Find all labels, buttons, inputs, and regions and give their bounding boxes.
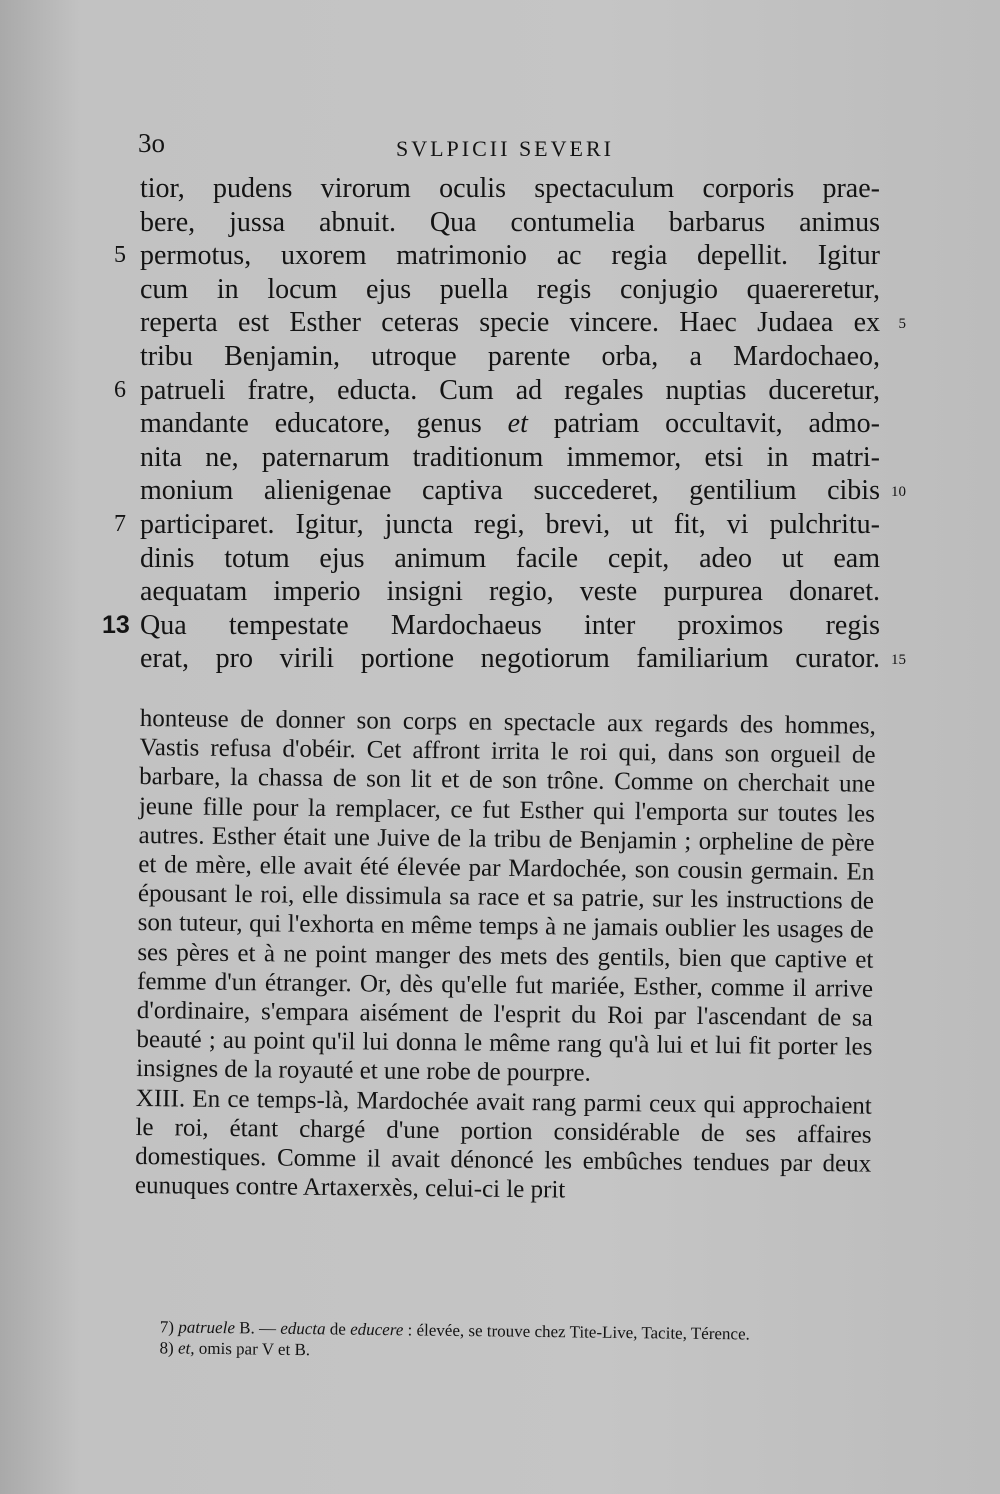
verse-number: 7 bbox=[114, 510, 126, 537]
latin-line bbox=[140, 172, 880, 206]
footnote-italic: educere bbox=[350, 1319, 404, 1340]
latin-line-text: participaret. Igitur, juncta regi, brevi, ut fit, vi pulchritu- bbox=[140, 508, 880, 540]
french-translation bbox=[135, 704, 876, 1208]
latin-line bbox=[140, 273, 880, 307]
footnote-italic: educta bbox=[280, 1318, 326, 1339]
latin-line bbox=[140, 474, 906, 508]
latin-line bbox=[140, 407, 880, 441]
latin-line bbox=[140, 642, 906, 676]
french-paragraph: honteuse de donner son corps en spectacle aux regards des hommes, Vastis refusa d'obéir. Cet affront irrita le roi qui, dans son orgueil de barbare, la chassa de son lit et de son trône. Comme on cherchait une jeune fille pour la remplacer, ce fut Esther qui l'emporta sur toutes les autres. Esther était une Juive de la tribu de Benjamin ; orpheline de père et de mère, elle avait été élevée par Mardochée, son cousin germain. En épousant le roi, elle dissimula sa race et sa patrie, sur les instructions de son tuteur, qui l'exhorta en même temps à ne jamais oublier les usages de ses pères et à ne point manger des mets des gentils, bien que captive et femme d'un étranger. Or, dès qu'elle fut mariée, Esther, comme il arrive d'ordinaire, s'empara aisément de l'esprit du Roi par l'ascendant de sa beauté ; au point qu'il lui donna le même rang qu'à lui et lui fit porter les insignes de la royauté et une robe de pourpre. bbox=[136, 704, 876, 1088]
footnote-text: B. — bbox=[239, 1318, 277, 1338]
latin-line-text: aequatam imperio insigni regio, veste purpurea donaret. bbox=[140, 576, 880, 608]
footnote-text: omis par V et B. bbox=[198, 1338, 311, 1360]
page-number: 3o bbox=[138, 128, 165, 158]
latin-line bbox=[140, 575, 880, 609]
latin-line-text: reperta est Esther ceteras specie vincere. Haec Judaea ex bbox=[140, 307, 880, 339]
latin-line-text: bere, jussa abnuit. Qua contumelia barbarus animus bbox=[140, 206, 880, 238]
latin-line-text: erat, pro virili portione negotiorum familiarium curator. bbox=[140, 643, 880, 675]
latin-line-text: tior, pudens virorum oculis spectaculum corporis prae- bbox=[140, 173, 880, 204]
french-paragraph: XIII. En ce temps-là, Mardochée avait rang parmi ceux qui approchaient le roi, étant chargé d'une portion considérable de ses affaires domestiques. Comme il avait dénoncé les embûches tendues par deux eunuques contre Artaxerxès, celui-ci le prit bbox=[134, 1084, 872, 1204]
footnote-marker: 7) bbox=[159, 1317, 175, 1337]
footnote-text: : élevée, se trouve chez Tite-Live, Tacite, Térence. bbox=[407, 1320, 750, 1344]
latin-line-text: permotus, uxorem matrimonio ac regia depellit. Igitur bbox=[140, 240, 880, 272]
latin-line bbox=[140, 306, 906, 340]
latin-line-text-part: mandante educatore, genus bbox=[140, 408, 482, 440]
footnote-italic: et, bbox=[177, 1338, 195, 1358]
latin-line-text: monium alienigenae captiva succederet, gentilium cibis bbox=[140, 475, 880, 507]
verse-number: 5 bbox=[114, 242, 126, 269]
latin-italic-word: et bbox=[507, 408, 528, 440]
line-number: 10 bbox=[891, 484, 906, 501]
latin-line bbox=[114, 239, 880, 273]
latin-line bbox=[114, 508, 880, 542]
latin-line-text-part: patriam occultavit, admo- bbox=[553, 408, 880, 440]
latin-line bbox=[102, 609, 880, 643]
latin-line bbox=[114, 374, 880, 408]
footnotes bbox=[133, 1316, 873, 1367]
chapter-number: 13 bbox=[102, 610, 130, 639]
running-title: SVLPICII SEVERI bbox=[396, 136, 614, 161]
latin-line bbox=[140, 340, 880, 374]
latin-line bbox=[140, 542, 880, 576]
latin-text-block bbox=[102, 172, 906, 676]
footnote-text: de bbox=[329, 1319, 347, 1339]
page-header bbox=[138, 128, 898, 168]
latin-line-text: cum in locum ejus puella regis conjugio quaereretur, bbox=[140, 273, 880, 305]
latin-line bbox=[140, 441, 880, 475]
latin-line-text: nita ne, paternarum traditionum immemor, etsi in matri- bbox=[140, 441, 880, 473]
line-number: 5 bbox=[898, 316, 906, 333]
latin-line-text bbox=[140, 407, 880, 441]
verse-number: 6 bbox=[114, 376, 126, 403]
latin-line-text: Qua tempestate Mardochaeus inter proximos regis bbox=[140, 609, 880, 641]
latin-line bbox=[140, 206, 880, 240]
latin-line-text: tribu Benjamin, utroque parente orba, a Mardochaeo, bbox=[140, 340, 880, 372]
footnote-marker: 8) bbox=[159, 1338, 174, 1358]
line-number: 15 bbox=[891, 652, 906, 669]
latin-line-text: patrueli fratre, educta. Cum ad regales nuptias duceretur, bbox=[140, 374, 880, 406]
footnote-italic: patruele bbox=[178, 1317, 236, 1338]
latin-line-text: dinis totum ejus animum facile cepit, adeo ut eam bbox=[140, 542, 880, 574]
